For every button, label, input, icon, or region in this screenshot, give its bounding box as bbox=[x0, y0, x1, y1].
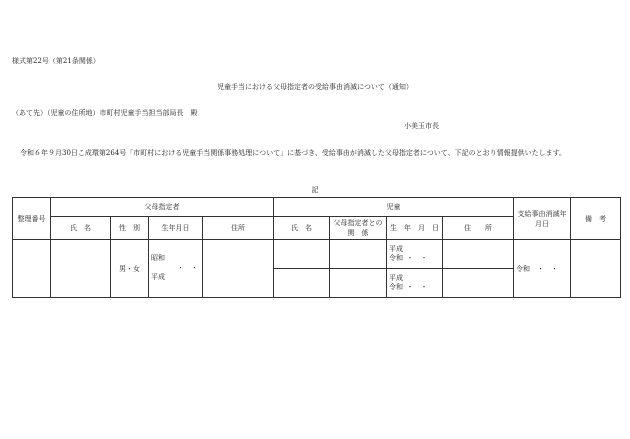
cell-child2-name bbox=[274, 269, 330, 298]
era-reiwa-row bbox=[389, 254, 440, 263]
cell-parent-name bbox=[51, 240, 111, 298]
cell-parent-birth bbox=[149, 240, 203, 298]
col-header-end-date: 支給事由消滅年月日 bbox=[514, 198, 571, 240]
cell-parent-address bbox=[203, 240, 274, 298]
addressee: （あて先）（児童の住所地）市町村児童手当担当部局長 殿 bbox=[12, 109, 198, 117]
sender: 小美玉市長 bbox=[404, 122, 439, 130]
cell-child2-relation bbox=[330, 269, 387, 298]
form-number: 様式第22号（第21条関係） bbox=[12, 57, 100, 65]
ki-label: 記 bbox=[311, 186, 319, 194]
col-header-id: 整理番号 bbox=[13, 198, 51, 240]
body-paragraph: 令和６年９月30日こ成環第264号「市町村における児童手当関係事務処理について」に基づき、受給事由が消滅した父母指定者について、下記のとおり情報提供いたします。 bbox=[20, 149, 567, 157]
cell-child1-birth bbox=[387, 240, 443, 269]
cell-id bbox=[13, 240, 51, 298]
info-table bbox=[12, 197, 621, 298]
date-dots: ・ ・ bbox=[406, 283, 428, 291]
era-heisei: 平成 bbox=[151, 273, 165, 282]
document-title: 児童手当における父母指定者の受給事由消滅について（通知） bbox=[217, 83, 413, 91]
era-reiwa-row bbox=[389, 283, 440, 292]
era-reiwa: 令和 bbox=[389, 283, 403, 291]
date-dots: ・ ・ bbox=[177, 263, 198, 272]
col-header-remarks: 備 考 bbox=[571, 198, 621, 240]
col-header-child-address: 住 所 bbox=[443, 217, 514, 240]
group-header-parent: 父母指定者 bbox=[51, 198, 274, 217]
col-header-parent-sex: 性 別 bbox=[111, 217, 149, 240]
group-header-child: 児童 bbox=[274, 198, 514, 217]
cell-end-date: 令和 ・ ・ bbox=[514, 240, 571, 298]
era-heisei: 平成 bbox=[389, 273, 403, 282]
cell-child2-address bbox=[443, 269, 514, 298]
cell-parent-sex: 男・女 bbox=[111, 240, 149, 298]
era-heisei: 平成 bbox=[389, 244, 403, 253]
col-header-child-relation: 父母指定者との 関 係 bbox=[330, 217, 387, 240]
col-header-parent-name: 氏 名 bbox=[51, 217, 111, 240]
cell-child2-birth bbox=[387, 269, 443, 298]
era-showa: 昭和 bbox=[151, 254, 165, 263]
col-header-parent-birth: 生年月日 bbox=[149, 217, 203, 240]
cell-child1-address bbox=[443, 240, 514, 269]
cell-remarks bbox=[571, 240, 621, 298]
date-dots: ・ ・ bbox=[406, 254, 428, 262]
era-reiwa: 令和 bbox=[389, 254, 403, 262]
cell-child1-relation bbox=[330, 240, 387, 269]
col-header-child-birth: 生 年 月 日 bbox=[387, 217, 443, 240]
cell-child1-name bbox=[274, 240, 330, 269]
col-header-parent-address: 住所 bbox=[203, 217, 274, 240]
col-header-child-name: 氏 名 bbox=[274, 217, 330, 240]
